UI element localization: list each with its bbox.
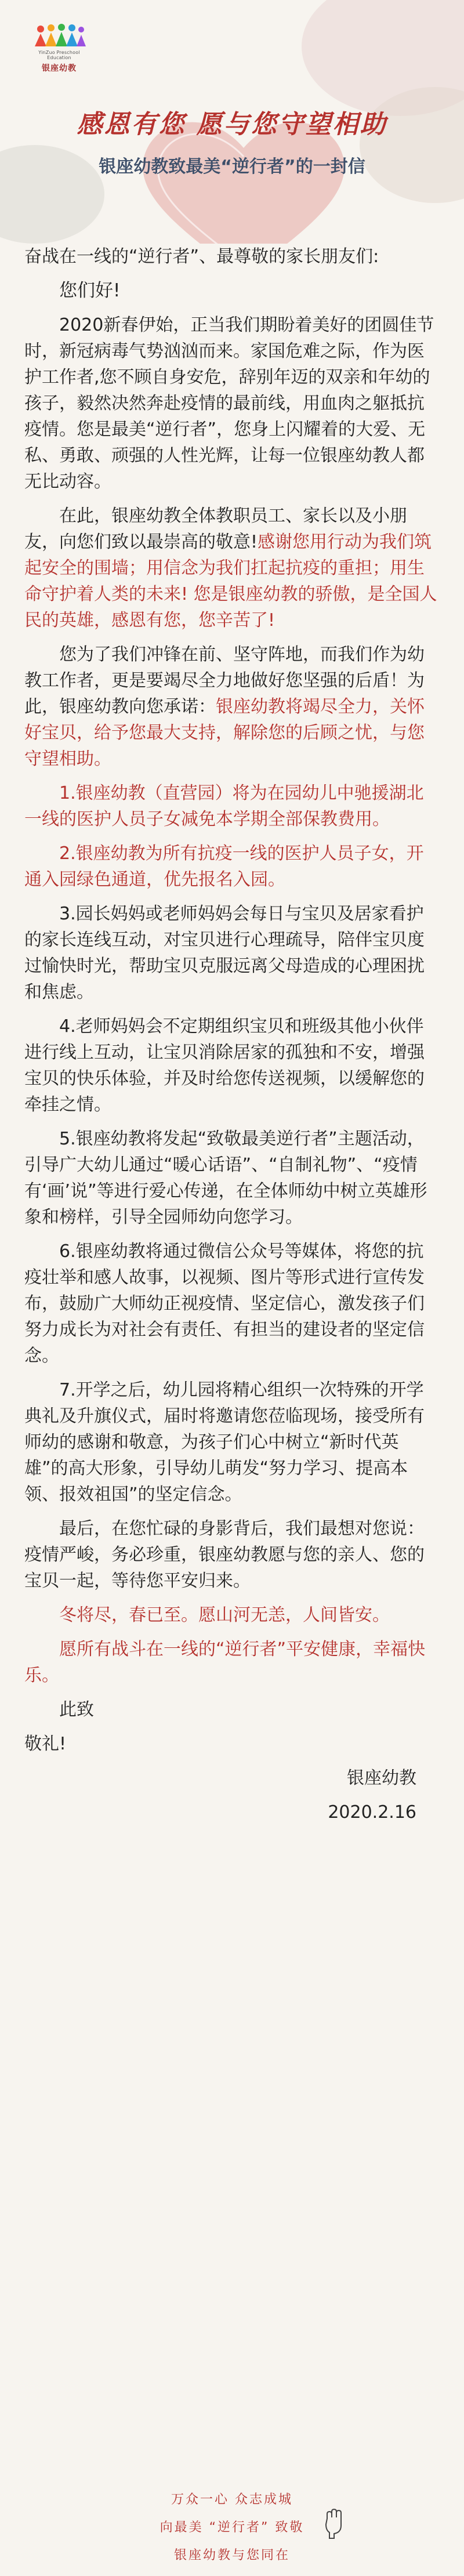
list-item-7: 7.开学之后，幼儿园将精心组织一次特殊的开学典礼及升旗仪式，届时将邀请您莅临现场，接受所有师幼的感谢和敬意，为孩子们心中树立“新时代英雄”的高大形象，引导幼儿萌发“努力学习、提高本领、报效祖国”的坚定信念。 xyxy=(24,1380,425,1505)
footer-slogan-3: 银座幼教与您同在 xyxy=(173,2548,290,2563)
closing-line-1: 此致 xyxy=(59,1700,94,1720)
brand-logo xyxy=(29,23,89,74)
footer xyxy=(0,2477,464,2576)
gratitude-highlight: 感谢您用行动为我们筑起安全的围墙；用信念为我们扛起抗疫的重担；用生命守护着人类的未来! 您是银座幼教的骄傲，是全国人民的英雄，感恩有您，您辛苦了! xyxy=(24,532,437,631)
gratitude-text: 在此，银座幼教全体教职员工、家长以及小朋友，向您们致以最崇高的敬意! xyxy=(24,506,407,552)
promise-text: 您为了我们冲锋在前、坚守阵地，而我们作为幼教工作者，更是要竭尽全力地做好您坚强的后盾！为此，银座幼教向您承诺： xyxy=(24,644,425,717)
list-item-3: 3.园长妈妈或老师妈妈会每日与宝贝及居家看护的家长连线互动，对宝贝进行心理疏导，陪伴宝贝度过愉快时光，帮助宝贝克服远离父母造成的心理困扰和焦虑。 xyxy=(24,904,425,1002)
logo-chinese-text: 银座幼教 xyxy=(42,64,77,73)
footer-slogan-2: 向最美 “逆行者” 致敬 xyxy=(160,2520,304,2535)
list-item-1: 1.银座幼教（直营园）将为在园幼儿中驰援湖北一线的医护人员子女减免本学期全部保教费用。 xyxy=(24,783,424,829)
page-title: 感恩有您 愿与您守望相助 xyxy=(77,110,387,139)
closing-line-2: 敬礼! xyxy=(24,1734,67,1754)
list-item-2: 2.银座幼教为所有抗疫一线的医护人员子女，开通入园绿色通道，优先报名入园。 xyxy=(24,843,424,890)
signature-date: 2020.2.16 xyxy=(328,1802,416,1823)
page-subtitle: 银座幼教致最美“逆行者”的一封信 xyxy=(99,157,365,177)
paragraph-gratitude xyxy=(24,503,440,633)
raised-fist-icon xyxy=(322,2507,346,2539)
signature-org: 银座幼教 xyxy=(347,1768,416,1788)
header-banner xyxy=(0,0,464,244)
logo-english-text: YinZuo Preschool Education xyxy=(38,50,80,60)
letter-body xyxy=(24,244,440,1834)
greeting: 您们好! xyxy=(59,280,121,301)
children-logo-icon xyxy=(32,23,86,49)
paragraph-promise xyxy=(24,642,440,772)
paragraph-final: 最后，在您忙碌的身影背后，我们最想对您说：疫情严峻，务必珍重，银座幼教愿与您的亲人、您的宝贝一起，等待您平安归来。 xyxy=(24,1519,425,1591)
wish-line-1: 冬将尽，春已至。愿山河无恙，人间皆安。 xyxy=(59,1605,390,1625)
salutation: 奋战在一线的“逆行者”、最尊敬的家长朋友们: xyxy=(24,247,379,267)
footer-slogan-1: 万众一心 众志成城 xyxy=(171,2492,293,2507)
paragraph-intro: 2020新春伊始，正当我们期盼着美好的团圆佳节时，新冠病毒气势汹汹而来。家国危难之际，作为医护工作者,您不顾自身安危，辞别年迈的双亲和年幼的孩子，毅然决然奔赴疫情的最前线，用血肉之躯抵抗疫情。您是最美“逆行者”，您身上闪耀着的大爱、无私、勇敢、顽强的人性光辉，让每一位银座幼教人都无比动容。 xyxy=(24,315,434,492)
wish-line-2: 愿所有战斗在一线的“逆行者”平安健康，幸福快乐。 xyxy=(24,1639,426,1686)
list-item-6: 6.银座幼教将通过微信公众号等媒体，将您的抗疫壮举和感人故事，以视频、图片等形式进行宣传发布，鼓励广大师幼正视疫情、坚定信心，激发孩子们努力成长为对社会有责任、有担当的建设者的坚定信念。 xyxy=(24,1241,425,1366)
list-item-5: 5.银座幼教将发起“致敬最美逆行者”主题活动，引导广大幼儿通过“暖心话语”、“自制礼物”、“疫情有‘画’说”等进行爱心传递，在全体师幼中树立英雄形象和榜样，引导全园师幼向您学习。 xyxy=(24,1129,427,1227)
promise-highlight: 银座幼教将竭尽全力，关怀好宝贝，给予您最大支持，解除您的后顾之忧，与您守望相助。 xyxy=(24,697,425,769)
list-item-4: 4.老师妈妈会不定期组织宝贝和班级其他小伙伴进行线上互动，让宝贝消除居家的孤独和不安，增强宝贝的快乐体验，并及时给您传送视频，以缓解您的牵挂之情。 xyxy=(24,1016,425,1115)
